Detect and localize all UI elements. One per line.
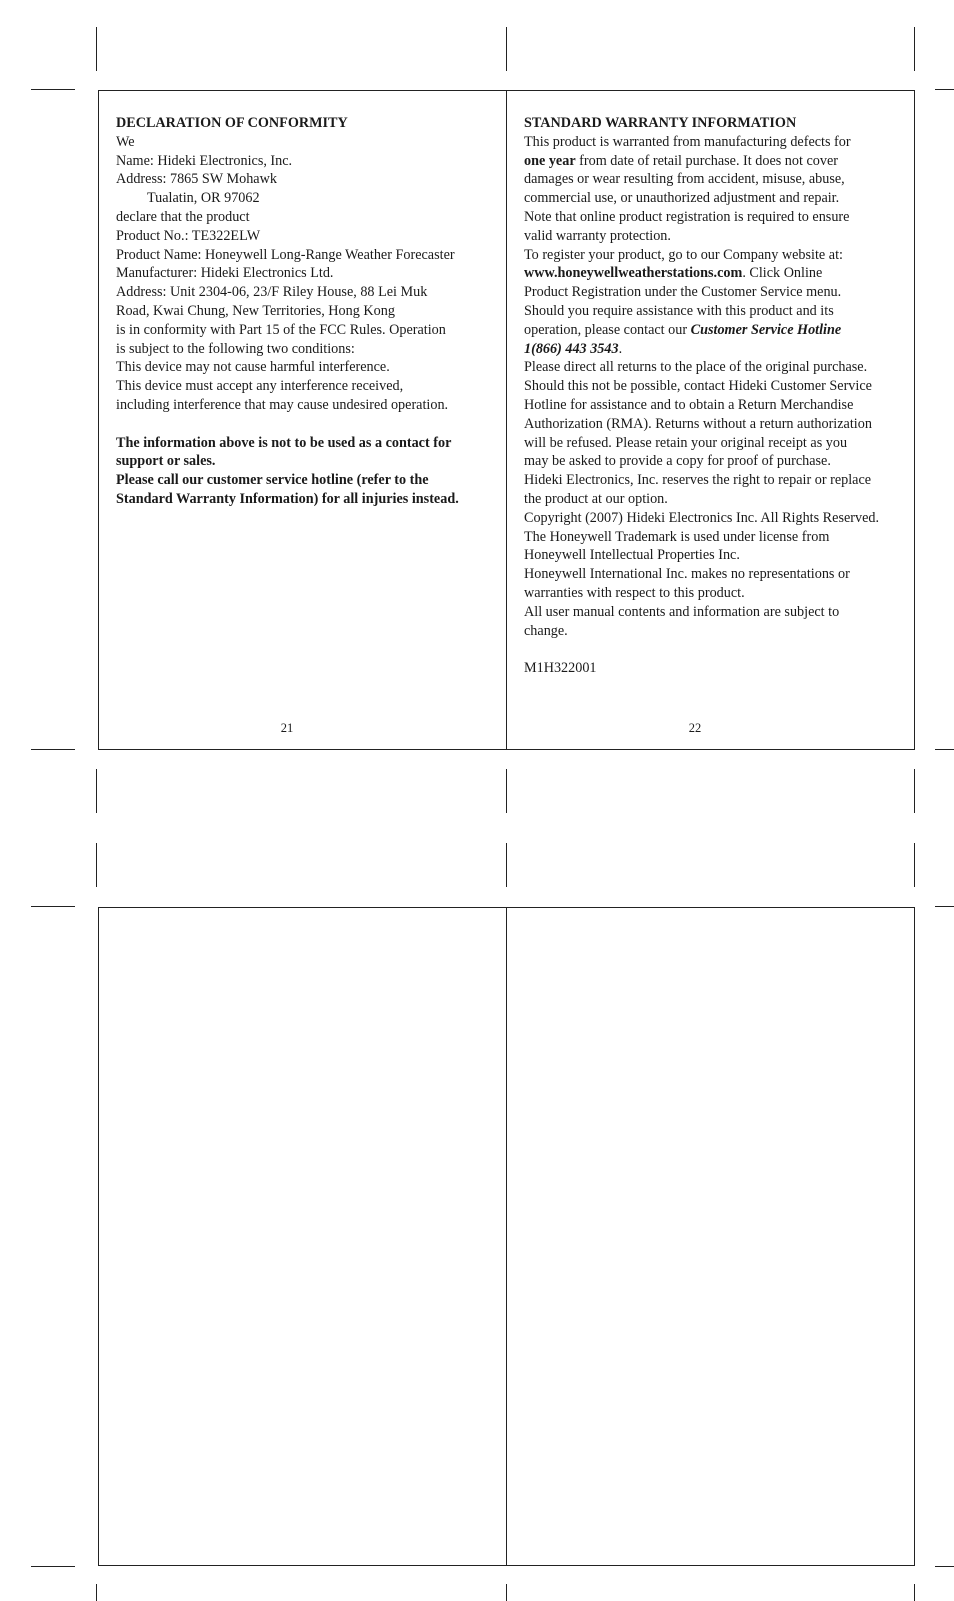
warranty-line: will be refused. Please retain your original receipt as you xyxy=(524,434,848,451)
declaration-line: Product Name: Honeywell Long-Range Weather Forecaster xyxy=(116,246,455,263)
warranty-line: Honeywell Intellectual Properties Inc. xyxy=(524,547,740,564)
crop-mark xyxy=(506,1584,507,1601)
warranty-line: Should you require assistance with this product and its xyxy=(524,302,834,319)
declaration-of-conformity xyxy=(116,114,459,509)
warranty-line: Honeywell International Inc. makes no representations or xyxy=(524,566,850,583)
warranty-line: change. xyxy=(524,622,568,639)
crop-mark xyxy=(914,1584,915,1601)
warranty-line: Hotline for assistance and to obtain a Return Merchandise xyxy=(524,396,854,413)
warranty-line: one year from date of retail purchase. It does not cover xyxy=(524,152,838,169)
crop-mark xyxy=(31,89,75,90)
crop-mark xyxy=(935,749,954,750)
crop-mark xyxy=(935,1566,954,1567)
page-divider xyxy=(506,90,507,750)
crop-mark xyxy=(914,27,915,71)
crop-mark xyxy=(506,843,507,887)
declaration-notice: support or sales. xyxy=(116,453,216,470)
warranty-line: Should this not be possible, contact Hideki Customer Service xyxy=(524,378,872,395)
crop-mark xyxy=(31,906,75,907)
declaration-line: Road, Kwai Chung, New Territories, Hong Kong xyxy=(116,302,395,319)
declaration-line: We xyxy=(116,133,135,150)
hotline-number: 1(866) 443 3543 xyxy=(524,340,619,357)
warranty-line: warranties with respect to this product. xyxy=(524,584,745,601)
crop-mark xyxy=(914,843,915,887)
warranty-line: may be asked to provide a copy for proof of purchase. xyxy=(524,453,831,470)
warranty-heading: STANDARD WARRANTY INFORMATION xyxy=(524,115,797,131)
warranty-line: This product is warranted from manufacturing defects for xyxy=(524,133,851,150)
warranty-line: Please direct all returns to the place of the original purchase. xyxy=(524,359,868,376)
page-number: 21 xyxy=(280,721,294,735)
crop-mark xyxy=(935,89,954,90)
warranty-line: commercial use, or unauthorized adjustment and repair. xyxy=(524,190,840,207)
warranty-line: Product Registration under the Customer Service menu. xyxy=(524,284,842,301)
declaration-line: including interference that may cause undesired operation. xyxy=(116,396,449,413)
declaration-line: Address: 7865 SW Mohawk xyxy=(116,171,277,188)
warranty-line: Authorization (RMA). Returns without a return authorization xyxy=(524,415,872,432)
model-code: M1H322001 xyxy=(524,660,597,677)
warranty-line: the product at our option. xyxy=(524,490,668,507)
declaration-notice: Standard Warranty Information) for all injuries instead. xyxy=(116,490,459,507)
declaration-line: Product No.: TE322ELW xyxy=(116,227,261,244)
page-number: 22 xyxy=(688,721,702,735)
declaration-line: is in conformity with Part 15 of the FCC Rules. Operation xyxy=(116,321,446,338)
crop-mark xyxy=(914,769,915,813)
declaration-line: is subject to the following two conditions: xyxy=(116,340,355,357)
website-link[interactable]: www.honeywellweatherstations.com xyxy=(524,265,743,282)
crop-mark xyxy=(96,1584,97,1601)
warranty-information xyxy=(524,114,879,678)
crop-mark xyxy=(31,749,75,750)
warranty-line: To register your product, go to our Company website at: xyxy=(524,246,843,263)
warranty-line: Copyright (2007) Hideki Electronics Inc. All Rights Reserved. xyxy=(524,509,880,526)
warranty-line: www.honeywellweatherstations.com. Click Online xyxy=(524,265,823,282)
declaration-line: This device must accept any interference received, xyxy=(116,378,404,395)
declaration-line: This device may not cause harmful interference. xyxy=(116,359,390,376)
warranty-line: operation, please contact our Customer Service Hotline xyxy=(524,321,842,338)
crop-mark xyxy=(96,27,97,71)
crop-mark xyxy=(96,843,97,887)
warranty-line: Hideki Electronics, Inc. reserves the right to repair or replace xyxy=(524,472,872,489)
crop-mark xyxy=(96,769,97,813)
warranty-line: All user manual contents and information are subject to xyxy=(524,603,840,620)
warranty-line: damages or wear resulting from accident, misuse, abuse, xyxy=(524,171,845,188)
declaration-notice: The information above is not to be used as a contact for xyxy=(116,434,452,451)
declaration-line: Tualatin, OR 97062 xyxy=(147,190,260,207)
declaration-notice: Please call our customer service hotline (refer to the xyxy=(116,472,429,489)
page-divider xyxy=(506,907,507,1566)
declaration-line: declare that the product xyxy=(116,208,250,225)
warranty-line: Note that online product registration is required to ensure xyxy=(524,208,850,225)
crop-mark xyxy=(506,769,507,813)
declaration-line: Name: Hideki Electronics, Inc. xyxy=(116,152,293,169)
crop-mark xyxy=(506,27,507,71)
declaration-line: Address: Unit 2304-06, 23/F Riley House, 88 Lei Muk xyxy=(116,284,428,301)
crop-mark xyxy=(935,906,954,907)
declaration-line: Manufacturer: Hideki Electronics Ltd. xyxy=(116,265,334,282)
warranty-line: The Honeywell Trademark is used under license from xyxy=(524,528,830,545)
warranty-line: valid warranty protection. xyxy=(524,227,671,244)
warranty-line: 1(866) 443 3543. xyxy=(524,340,623,357)
declaration-heading: DECLARATION OF CONFORMITY xyxy=(116,115,348,131)
crop-mark xyxy=(31,1566,75,1567)
